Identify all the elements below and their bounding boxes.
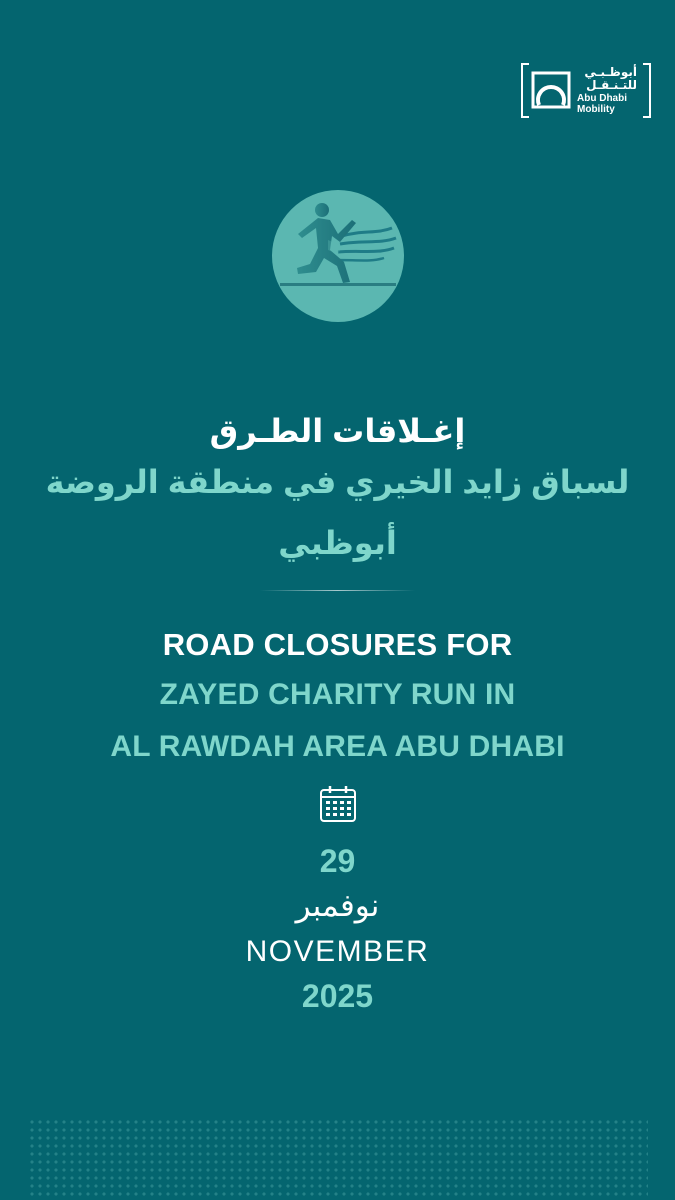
abu-dhabi-mobility-logo	[521, 63, 651, 118]
logo-english-line2: Mobility	[577, 104, 615, 115]
calendar-icon	[318, 784, 358, 824]
arabic-title: إغـلاقات الطـرق	[209, 413, 466, 449]
divider	[260, 590, 415, 591]
logo-english-line1: Abu Dhabi	[577, 93, 627, 104]
date-year: 2025	[301, 978, 374, 1014]
logo-english-text	[577, 93, 643, 115]
date-month-arabic: نوفمبر	[295, 888, 380, 923]
logo-arabic-line1: أبوظـبـي	[584, 65, 637, 79]
english-subtitle-line2: AL RAWDAH AREA ABU DHABI	[110, 730, 565, 763]
date-day: 29	[319, 843, 356, 879]
logo-arabic-text	[577, 66, 637, 92]
english-title: ROAD CLOSURES FOR	[162, 627, 513, 662]
logo-bracket-left	[521, 63, 529, 118]
runner-icon	[272, 190, 404, 322]
dot-pattern	[28, 1118, 648, 1200]
logo-bracket-right	[643, 63, 651, 118]
arabic-subtitle-line2: أبوظبي	[278, 525, 397, 561]
arabic-subtitle-line1: لسباق زايد الخيري في منطقة الروضة	[45, 464, 630, 500]
logo-arabic-line2: للتـنـقـل	[586, 78, 637, 92]
date-month-english: NOVEMBER	[245, 935, 430, 968]
runner-illustration	[272, 190, 404, 322]
logo-mark-icon	[531, 71, 571, 109]
english-subtitle-line1: ZAYED CHARITY RUN IN	[159, 678, 516, 711]
